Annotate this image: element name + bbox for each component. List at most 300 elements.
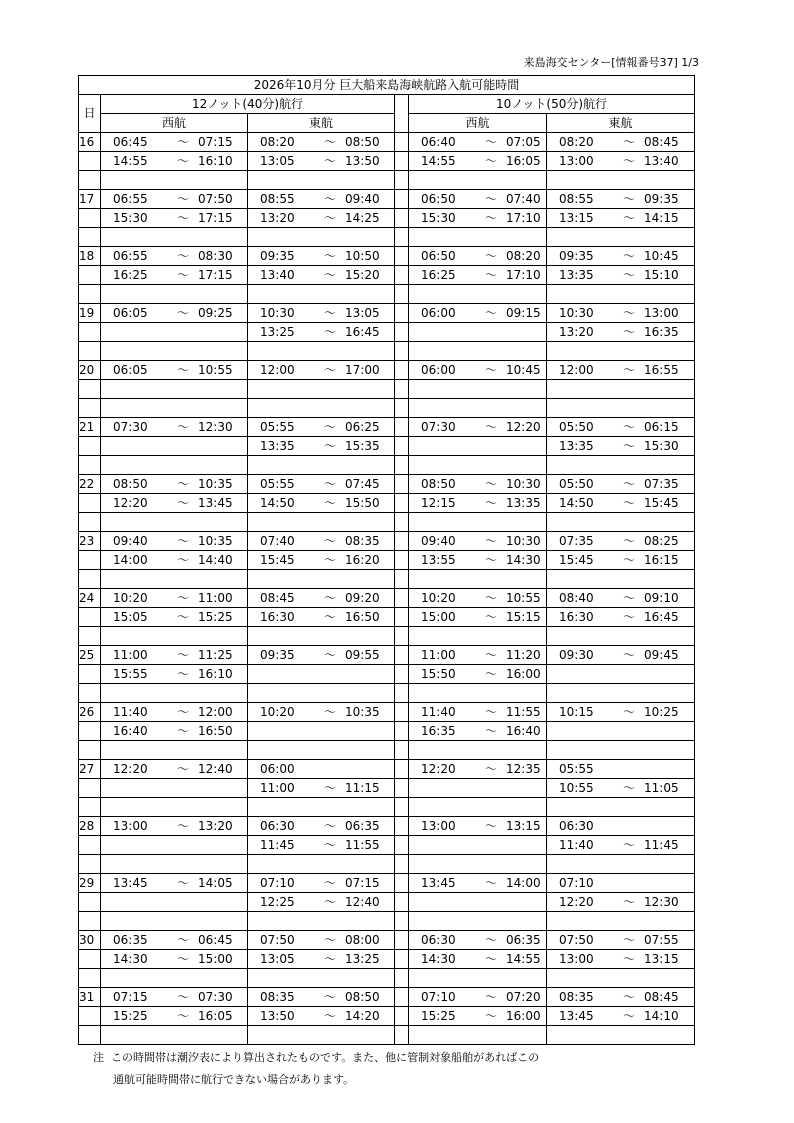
spacer-cell bbox=[248, 285, 395, 304]
time-cell-w10 bbox=[409, 817, 547, 836]
spacer-cell bbox=[79, 285, 101, 304]
spacer-cell bbox=[409, 513, 547, 532]
range-tilde: ～ bbox=[323, 894, 336, 909]
group-gap bbox=[395, 380, 409, 399]
table-row bbox=[79, 817, 695, 836]
time-cell-e10 bbox=[547, 133, 695, 152]
range-tilde: ～ bbox=[622, 134, 635, 149]
time-cell-e12 bbox=[248, 646, 395, 665]
time-cell-w12 bbox=[101, 779, 248, 798]
end-time: 08:20 bbox=[506, 248, 541, 263]
day-cell: 27 bbox=[79, 760, 101, 779]
day-cell: 30 bbox=[79, 931, 101, 950]
spacer-cell bbox=[248, 570, 395, 589]
range-tilde: ～ bbox=[622, 324, 635, 339]
time-cell-w10 bbox=[409, 494, 547, 513]
range-tilde: ～ bbox=[484, 875, 497, 890]
range-tilde: ～ bbox=[484, 362, 497, 377]
end-time: 13:00 bbox=[644, 305, 679, 320]
time-cell-e10 bbox=[547, 931, 695, 950]
spacer-cell bbox=[101, 228, 248, 247]
end-time: 07:20 bbox=[506, 989, 541, 1004]
range-tilde: ～ bbox=[622, 837, 635, 852]
spacer-cell bbox=[547, 969, 695, 988]
end-time: 12:40 bbox=[345, 894, 380, 909]
time-cell-w12 bbox=[101, 722, 248, 741]
time-cell-w12 bbox=[101, 874, 248, 893]
time-cell-w10 bbox=[409, 247, 547, 266]
end-time: 15:45 bbox=[644, 495, 679, 510]
time-cell-w10 bbox=[409, 836, 547, 855]
end-time: 16:35 bbox=[644, 324, 679, 339]
time-cell-w10 bbox=[409, 323, 547, 342]
spacer-cell bbox=[101, 513, 248, 532]
range-tilde: ～ bbox=[622, 552, 635, 567]
spacer-cell bbox=[547, 171, 695, 190]
time-cell-e12 bbox=[248, 190, 395, 209]
day-column-header: 日 bbox=[79, 95, 101, 133]
spacer-row bbox=[79, 969, 695, 988]
end-time: 16:05 bbox=[198, 1008, 233, 1023]
range-tilde: ～ bbox=[484, 533, 497, 548]
start-time: 11:00 bbox=[113, 647, 148, 662]
end-time: 16:45 bbox=[345, 324, 380, 339]
range-tilde: ～ bbox=[622, 248, 635, 263]
spacer-cell bbox=[101, 456, 248, 475]
end-time: 11:55 bbox=[345, 837, 380, 852]
start-time: 11:40 bbox=[113, 704, 148, 719]
start-time: 13:55 bbox=[421, 552, 456, 567]
group-gap bbox=[395, 209, 409, 228]
spacer-cell bbox=[101, 798, 248, 817]
time-cell-w10 bbox=[409, 646, 547, 665]
end-time: 08:50 bbox=[345, 989, 380, 1004]
start-time: 13:45 bbox=[421, 875, 456, 890]
time-cell-w12 bbox=[101, 152, 248, 171]
spacer-row bbox=[79, 285, 695, 304]
range-tilde: ～ bbox=[323, 419, 336, 434]
range-tilde: ～ bbox=[622, 210, 635, 225]
group-gap bbox=[395, 703, 409, 722]
time-cell-w10 bbox=[409, 1007, 547, 1026]
start-time: 08:50 bbox=[113, 476, 148, 491]
time-cell-e12 bbox=[248, 532, 395, 551]
range-tilde: ～ bbox=[323, 153, 336, 168]
time-cell-e10 bbox=[547, 475, 695, 494]
end-time: 15:00 bbox=[198, 951, 233, 966]
table-row bbox=[79, 361, 695, 380]
group-gap bbox=[395, 266, 409, 285]
spacer-cell bbox=[395, 570, 409, 589]
start-time: 07:30 bbox=[421, 419, 456, 434]
time-cell-w12 bbox=[101, 266, 248, 285]
range-tilde: ～ bbox=[176, 590, 189, 605]
time-cell-e10 bbox=[547, 361, 695, 380]
end-time: 15:25 bbox=[198, 609, 233, 624]
spacer-cell bbox=[79, 684, 101, 703]
start-time: 13:35 bbox=[559, 438, 594, 453]
range-tilde: ～ bbox=[176, 362, 189, 377]
footnote-line-2: 通航可能時間帯に航行できない場合があります。 bbox=[113, 1073, 355, 1086]
start-time: 06:55 bbox=[113, 191, 148, 206]
group-gap bbox=[395, 551, 409, 570]
range-tilde: ～ bbox=[484, 153, 497, 168]
range-tilde: ～ bbox=[323, 780, 336, 795]
spacer-cell bbox=[79, 741, 101, 760]
range-tilde: ～ bbox=[484, 590, 497, 605]
range-tilde: ～ bbox=[622, 951, 635, 966]
start-time: 07:10 bbox=[559, 875, 594, 890]
start-time: 12:20 bbox=[113, 495, 148, 510]
range-tilde: ～ bbox=[323, 609, 336, 624]
start-time: 06:30 bbox=[559, 818, 594, 833]
time-cell-w10 bbox=[409, 437, 547, 456]
end-time: 13:20 bbox=[198, 818, 233, 833]
range-tilde: ～ bbox=[622, 419, 635, 434]
time-cell-w10 bbox=[409, 931, 547, 950]
spacer-cell bbox=[248, 399, 395, 418]
spacer-cell bbox=[547, 399, 695, 418]
day-cell bbox=[79, 950, 101, 969]
spacer-cell bbox=[248, 627, 395, 646]
range-tilde: ～ bbox=[622, 609, 635, 624]
start-time: 09:30 bbox=[559, 647, 594, 662]
start-time: 13:35 bbox=[260, 438, 295, 453]
start-time: 05:55 bbox=[260, 419, 295, 434]
start-time: 14:50 bbox=[559, 495, 594, 510]
spacer-cell bbox=[248, 912, 395, 931]
end-time: 07:15 bbox=[198, 134, 233, 149]
range-tilde: ～ bbox=[176, 666, 189, 681]
start-time: 14:30 bbox=[421, 951, 456, 966]
start-time: 15:30 bbox=[113, 210, 148, 225]
range-tilde: ～ bbox=[484, 552, 497, 567]
table-row bbox=[79, 494, 695, 513]
time-cell-w10 bbox=[409, 304, 547, 323]
spacer-cell bbox=[395, 912, 409, 931]
time-cell-e10 bbox=[547, 608, 695, 627]
day-cell bbox=[79, 893, 101, 912]
spacer-cell bbox=[79, 798, 101, 817]
range-tilde: ～ bbox=[323, 267, 336, 282]
table-title: 2026年10月分 巨大船来島海峡航路入航可能時間 bbox=[79, 76, 695, 95]
end-time: 07:50 bbox=[198, 191, 233, 206]
spacer-cell bbox=[248, 741, 395, 760]
time-cell-w10 bbox=[409, 608, 547, 627]
spacer-cell bbox=[79, 342, 101, 361]
spacer-cell bbox=[101, 912, 248, 931]
start-time: 08:40 bbox=[559, 590, 594, 605]
start-time: 06:50 bbox=[421, 191, 456, 206]
table-row bbox=[79, 380, 695, 399]
end-time: 14:00 bbox=[506, 875, 541, 890]
time-cell-e10 bbox=[547, 304, 695, 323]
spacer-cell bbox=[547, 342, 695, 361]
start-time: 13:20 bbox=[559, 324, 594, 339]
range-tilde: ～ bbox=[484, 1008, 497, 1023]
start-time: 13:50 bbox=[260, 1008, 295, 1023]
start-time: 08:35 bbox=[559, 989, 594, 1004]
day-cell: 18 bbox=[79, 247, 101, 266]
end-time: 15:30 bbox=[644, 438, 679, 453]
end-time: 16:55 bbox=[644, 362, 679, 377]
day-cell bbox=[79, 551, 101, 570]
day-cell: 22 bbox=[79, 475, 101, 494]
time-cell-e10 bbox=[547, 817, 695, 836]
time-cell-e10 bbox=[547, 418, 695, 437]
spacer-row bbox=[79, 627, 695, 646]
time-cell-w12 bbox=[101, 323, 248, 342]
time-cell-e10 bbox=[547, 722, 695, 741]
table-row bbox=[79, 722, 695, 741]
spacer-cell bbox=[395, 798, 409, 817]
range-tilde: ～ bbox=[622, 590, 635, 605]
day-cell bbox=[79, 665, 101, 684]
end-time: 07:15 bbox=[345, 875, 380, 890]
time-cell-e12 bbox=[248, 323, 395, 342]
spacer-cell bbox=[547, 627, 695, 646]
time-cell-e10 bbox=[547, 247, 695, 266]
time-cell-w10 bbox=[409, 475, 547, 494]
range-tilde: ～ bbox=[323, 818, 336, 833]
time-cell-e10 bbox=[547, 665, 695, 684]
start-time: 11:00 bbox=[260, 780, 295, 795]
time-cell-e12 bbox=[248, 608, 395, 627]
day-cell bbox=[79, 494, 101, 513]
end-time: 14:40 bbox=[198, 552, 233, 567]
end-time: 11:55 bbox=[506, 704, 541, 719]
table-row bbox=[79, 437, 695, 456]
time-cell-e10 bbox=[547, 190, 695, 209]
end-time: 06:15 bbox=[644, 419, 679, 434]
start-time: 08:55 bbox=[260, 191, 295, 206]
start-time: 06:35 bbox=[113, 932, 148, 947]
table-row bbox=[79, 646, 695, 665]
start-time: 06:50 bbox=[421, 248, 456, 263]
range-tilde: ～ bbox=[323, 248, 336, 263]
spacer-cell bbox=[79, 1026, 101, 1045]
table-row bbox=[79, 665, 695, 684]
range-tilde: ～ bbox=[323, 362, 336, 377]
day-cell bbox=[79, 779, 101, 798]
range-tilde: ～ bbox=[622, 267, 635, 282]
footnote-label: 注 bbox=[93, 1051, 104, 1064]
spacer-cell bbox=[395, 684, 409, 703]
range-tilde: ～ bbox=[484, 248, 497, 263]
spacer-cell bbox=[395, 855, 409, 874]
start-time: 10:20 bbox=[421, 590, 456, 605]
table-row bbox=[79, 475, 695, 494]
spacer-cell bbox=[409, 741, 547, 760]
end-time: 13:15 bbox=[506, 818, 541, 833]
start-time: 13:20 bbox=[260, 210, 295, 225]
range-tilde: ～ bbox=[484, 932, 497, 947]
start-time: 13:45 bbox=[113, 875, 148, 890]
spacer-row bbox=[79, 798, 695, 817]
end-time: 08:35 bbox=[345, 533, 380, 548]
range-tilde: ～ bbox=[622, 780, 635, 795]
time-cell-e12 bbox=[248, 874, 395, 893]
spacer-cell bbox=[101, 570, 248, 589]
start-time: 09:35 bbox=[559, 248, 594, 263]
start-time: 16:30 bbox=[559, 609, 594, 624]
end-time: 17:15 bbox=[198, 267, 233, 282]
start-time: 13:00 bbox=[559, 951, 594, 966]
spacer-row bbox=[79, 570, 695, 589]
end-time: 10:30 bbox=[506, 476, 541, 491]
group-gap bbox=[395, 247, 409, 266]
time-cell-e10 bbox=[547, 437, 695, 456]
end-time: 13:40 bbox=[644, 153, 679, 168]
group-gap bbox=[395, 437, 409, 456]
start-time: 08:35 bbox=[260, 989, 295, 1004]
range-tilde: ～ bbox=[176, 932, 189, 947]
range-tilde: ～ bbox=[323, 552, 336, 567]
start-time: 14:55 bbox=[113, 153, 148, 168]
time-cell-w10 bbox=[409, 209, 547, 228]
range-tilde: ～ bbox=[323, 476, 336, 491]
start-time: 15:05 bbox=[113, 609, 148, 624]
spacer-cell bbox=[101, 627, 248, 646]
spacer-cell bbox=[395, 1026, 409, 1045]
start-time: 15:25 bbox=[421, 1008, 456, 1023]
range-tilde: ～ bbox=[484, 267, 497, 282]
range-tilde: ～ bbox=[323, 989, 336, 1004]
range-tilde: ～ bbox=[176, 153, 189, 168]
range-tilde: ～ bbox=[622, 495, 635, 510]
start-time: 12:15 bbox=[421, 495, 456, 510]
day-cell: 23 bbox=[79, 532, 101, 551]
spacer-cell bbox=[395, 969, 409, 988]
group-gap bbox=[395, 418, 409, 437]
group-gap bbox=[395, 152, 409, 171]
group-gap bbox=[395, 836, 409, 855]
end-time: 14:05 bbox=[198, 875, 233, 890]
time-cell-e12 bbox=[248, 1007, 395, 1026]
day-cell: 29 bbox=[79, 874, 101, 893]
spacer-cell bbox=[79, 969, 101, 988]
time-cell-w12 bbox=[101, 475, 248, 494]
end-time: 09:35 bbox=[644, 191, 679, 206]
group-gap bbox=[395, 190, 409, 209]
group-12knot-header: 12ノット(40分)航行 bbox=[101, 95, 395, 114]
day-cell: 20 bbox=[79, 361, 101, 380]
time-cell-w10 bbox=[409, 893, 547, 912]
spacer-cell bbox=[248, 1026, 395, 1045]
time-cell-w12 bbox=[101, 380, 248, 399]
range-tilde: ～ bbox=[323, 533, 336, 548]
start-time: 06:55 bbox=[113, 248, 148, 263]
range-tilde: ～ bbox=[484, 761, 497, 776]
group-gap bbox=[395, 1007, 409, 1026]
start-time: 07:10 bbox=[260, 875, 295, 890]
start-time: 13:25 bbox=[260, 324, 295, 339]
range-tilde: ～ bbox=[176, 210, 189, 225]
start-time: 12:20 bbox=[559, 894, 594, 909]
start-time: 16:35 bbox=[421, 723, 456, 738]
spacer-cell bbox=[395, 456, 409, 475]
start-time: 06:00 bbox=[421, 305, 456, 320]
spacer-cell bbox=[248, 969, 395, 988]
time-cell-e10 bbox=[547, 950, 695, 969]
start-time: 06:30 bbox=[260, 818, 295, 833]
time-cell-e12 bbox=[248, 266, 395, 285]
time-cell-e10 bbox=[547, 209, 695, 228]
start-time: 06:00 bbox=[260, 761, 295, 776]
westbound-12-header: 西航 bbox=[101, 114, 248, 133]
table-row bbox=[79, 190, 695, 209]
spacer-cell bbox=[79, 570, 101, 589]
start-time: 14:30 bbox=[113, 951, 148, 966]
day-cell: 24 bbox=[79, 589, 101, 608]
end-time: 11:00 bbox=[198, 590, 233, 605]
range-tilde: ～ bbox=[622, 647, 635, 662]
table-row bbox=[79, 760, 695, 779]
spacer-cell bbox=[101, 855, 248, 874]
table-row bbox=[79, 703, 695, 722]
range-tilde: ～ bbox=[484, 210, 497, 225]
day-cell: 28 bbox=[79, 817, 101, 836]
group-gap bbox=[395, 133, 409, 152]
time-cell-e12 bbox=[248, 817, 395, 836]
spacer-cell bbox=[79, 456, 101, 475]
table-row bbox=[79, 551, 695, 570]
table-row bbox=[79, 418, 695, 437]
end-time: 15:10 bbox=[644, 267, 679, 282]
range-tilde: ～ bbox=[176, 495, 189, 510]
spacer-cell bbox=[79, 399, 101, 418]
range-tilde: ～ bbox=[622, 305, 635, 320]
time-cell-w12 bbox=[101, 950, 248, 969]
spacer-cell bbox=[101, 741, 248, 760]
spacer-cell bbox=[409, 798, 547, 817]
group-gap bbox=[395, 931, 409, 950]
time-cell-w10 bbox=[409, 532, 547, 551]
table-row bbox=[79, 532, 695, 551]
time-cell-w12 bbox=[101, 836, 248, 855]
end-time: 07:30 bbox=[198, 989, 233, 1004]
range-tilde: ～ bbox=[323, 1008, 336, 1023]
time-cell-e12 bbox=[248, 361, 395, 380]
start-time: 12:25 bbox=[260, 894, 295, 909]
start-time: 14:55 bbox=[421, 153, 456, 168]
start-time: 08:20 bbox=[559, 134, 594, 149]
end-time: 09:55 bbox=[345, 647, 380, 662]
end-time: 12:00 bbox=[198, 704, 233, 719]
start-time: 15:50 bbox=[421, 666, 456, 681]
table-row bbox=[79, 950, 695, 969]
end-time: 13:25 bbox=[345, 951, 380, 966]
range-tilde: ～ bbox=[176, 1008, 189, 1023]
range-tilde: ～ bbox=[323, 438, 336, 453]
end-time: 08:50 bbox=[345, 134, 380, 149]
range-tilde: ～ bbox=[323, 704, 336, 719]
spacer-cell bbox=[79, 912, 101, 931]
table-row bbox=[79, 779, 695, 798]
end-time: 16:15 bbox=[644, 552, 679, 567]
end-time: 12:40 bbox=[198, 761, 233, 776]
start-time: 10:20 bbox=[113, 590, 148, 605]
group-gap bbox=[395, 893, 409, 912]
time-cell-e12 bbox=[248, 247, 395, 266]
end-time: 16:50 bbox=[198, 723, 233, 738]
end-time: 10:55 bbox=[198, 362, 233, 377]
group-gap bbox=[395, 665, 409, 684]
end-time: 11:20 bbox=[506, 647, 541, 662]
spacer-cell bbox=[547, 285, 695, 304]
end-time: 14:15 bbox=[644, 210, 679, 225]
start-time: 10:20 bbox=[260, 704, 295, 719]
